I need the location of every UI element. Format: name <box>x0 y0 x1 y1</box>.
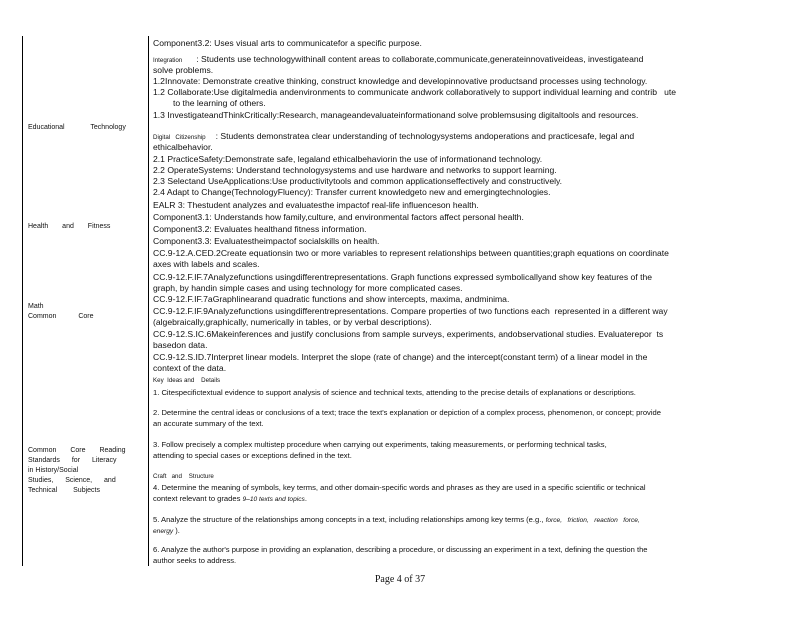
text-line: attending to special cases or exceptions defined in the text. <box>153 451 352 460</box>
text-line: CC.9-12.F.IF.9Analyzefunctions usingdifferentrepresentations. Compare properties of two functions each represented in a different way <box>153 306 668 316</box>
text-span-italic: 9–10 texts and topics <box>242 496 305 503</box>
column-divider <box>148 36 149 566</box>
category-health-fitness: Health and Fitness <box>28 223 111 230</box>
text-line: graph, by handin simple cases and using technology for more complicated cases. <box>153 283 463 293</box>
category-literacy-line-1: Common Core Reading <box>28 447 126 454</box>
text-line: 4. Determine the meaning of symbols, key terms, and other domain-specific words and phrases as they are used in a specific scientific or technical <box>153 483 646 492</box>
text-line: EALR 3: Thestudent analyzes and evaluatesthe impactof real-life influenceson health. <box>153 200 479 210</box>
text-line: basedon data. <box>153 340 208 350</box>
category-literacy-line-4: Studies, Science, and <box>28 477 116 484</box>
text-line <box>153 494 793 505</box>
text-span: 5. Analyze the structure of the relationships among concepts in a text, including relationships among key terms (e.g., <box>153 515 546 524</box>
text-line: to the learning of others. <box>173 98 266 108</box>
text-line: CC.9-12.F.IF.7Analyzefunctions usingdifferentrepresentations. Graph functions expressed symbolicallyand show key features of the <box>153 272 653 282</box>
text-span-italic: force, friction, reaction force, <box>545 517 640 524</box>
text-line: 1.2Innovate: Demonstrate creative thinking, construct knowledge and developinnovative productsand processes using technology. <box>153 76 648 86</box>
text-line: (algebraically,graphically, numerically in tables, or by verbal descriptions). <box>153 317 432 327</box>
text-line <box>153 515 793 526</box>
text-line: 2.4 Adapt to Change(TechnologyFluency): Transfer current knowledgeto new and emergingtechnologies. <box>153 187 551 197</box>
text-line: an accurate summary of the text. <box>153 419 264 428</box>
category-common-core: Common Core <box>28 313 94 320</box>
text-line: 2.3 Selectand UseApplications:Use productivitytools and common applicationseffectively and constructively. <box>153 176 563 186</box>
text-line: CC.9-12.S.IC.6Makeinferences and justify conclusions from sample surveys, experiments, andobservational studies. Evaluaterepor ts <box>153 329 664 339</box>
category-literacy-line-3: in History/Social <box>28 467 79 474</box>
text-line: 1. Citespecifictextual evidence to support analysis of science and technical texts, attending to the precise details of explanations or descriptions. <box>153 388 636 397</box>
text-line: CC.9-12.F.IF.7aGraphlinearand quadratic functions and show intercepts, maxima, andminima. <box>153 294 510 304</box>
page-number: Page 4 of 37 <box>374 574 426 585</box>
text-span: ). <box>173 526 180 535</box>
text-span: . <box>304 494 307 503</box>
section-heading-craft-structure: Craft and Structure <box>153 473 214 480</box>
text-span: : Students demonstratea clear understanding of technologysystems andoperations and practicesafe, legal and <box>215 131 635 141</box>
text-line: 3. Follow precisely a complex multistep procedure when carrying out experiments, taking measurements, or performing technical tasks, <box>153 440 607 449</box>
text-line <box>153 526 793 537</box>
text-span: : Students use technologywithinall content areas to collaborate,communicate,generateinnovativeideas, investigateand <box>196 54 644 64</box>
text-line: Component3.2: Evaluates healthand fitness information. <box>153 224 367 234</box>
text-line: 1.3 InvestigateandThinkCritically:Research, manageandevaluateinformationand solve problemsusing digitaltools and resources. <box>153 110 639 120</box>
category-literacy-line-2: Standards for Literacy <box>28 457 117 464</box>
text-span: context relevant to grades <box>153 494 243 503</box>
text-line: 1.2 Collaborate:Use digitalmedia andenvironments to communicate andwork collaboratively to support individual learning and contrib ute <box>153 87 677 97</box>
section-heading-key-ideas: Key Ideas and Details <box>153 377 221 384</box>
text-line: ethicalbehavior. <box>153 142 213 152</box>
text-line: Component3.2: Uses visual arts to communicatefor a specific purpose. <box>153 38 422 48</box>
text-line: 6. Analyze the author's purpose in providing an explanation, describing a procedure, or discussing an experiment in a text, defining the question the <box>153 545 648 554</box>
text-line: CC.9-12.S.ID.7Interpret linear models. Interpret the slope (rate of change) and the intercept(constant term) of a linear model in the <box>153 352 648 362</box>
subheading: Integration <box>153 57 183 64</box>
category-literacy-line-5: Technical Subjects <box>28 487 100 494</box>
text-span-italic: energy <box>153 528 174 535</box>
category-math: Math <box>28 303 44 310</box>
text-line: CC.9-12.A.CED.2Create equationsin two or more variables to represent relationships between quantities;graph equations on coordinate <box>153 248 669 258</box>
text-line: Component3.1: Understands how family,culture, and environmental factors affect personal health. <box>153 212 524 222</box>
text-line: Component3.3: Evaluatestheimpactof socialskills on health. <box>153 236 380 246</box>
text-line: context of the data. <box>153 363 227 373</box>
text-line: author seeks to address. <box>153 556 237 565</box>
left-table-border <box>22 36 23 566</box>
category-educational-technology: Educational Technology <box>28 124 126 131</box>
subheading: Digital Citizenship <box>153 134 206 141</box>
text-line: 2.1 PracticeSafety:Demonstrate safe, legaland ethicalbehaviorin the use of informationand technology. <box>153 154 543 164</box>
text-line: solve problems. <box>153 65 214 75</box>
text-line: axes with labels and scales. <box>153 259 260 269</box>
text-line: 2. Determine the central ideas or conclusions of a text; trace the text's explanation or depiction of a complex process, phenomenon, or concept; provide <box>153 408 661 417</box>
text-line: 2.2 OperateSystems: Understand technologysystems and use hardware and networks to support learning. <box>153 165 557 175</box>
